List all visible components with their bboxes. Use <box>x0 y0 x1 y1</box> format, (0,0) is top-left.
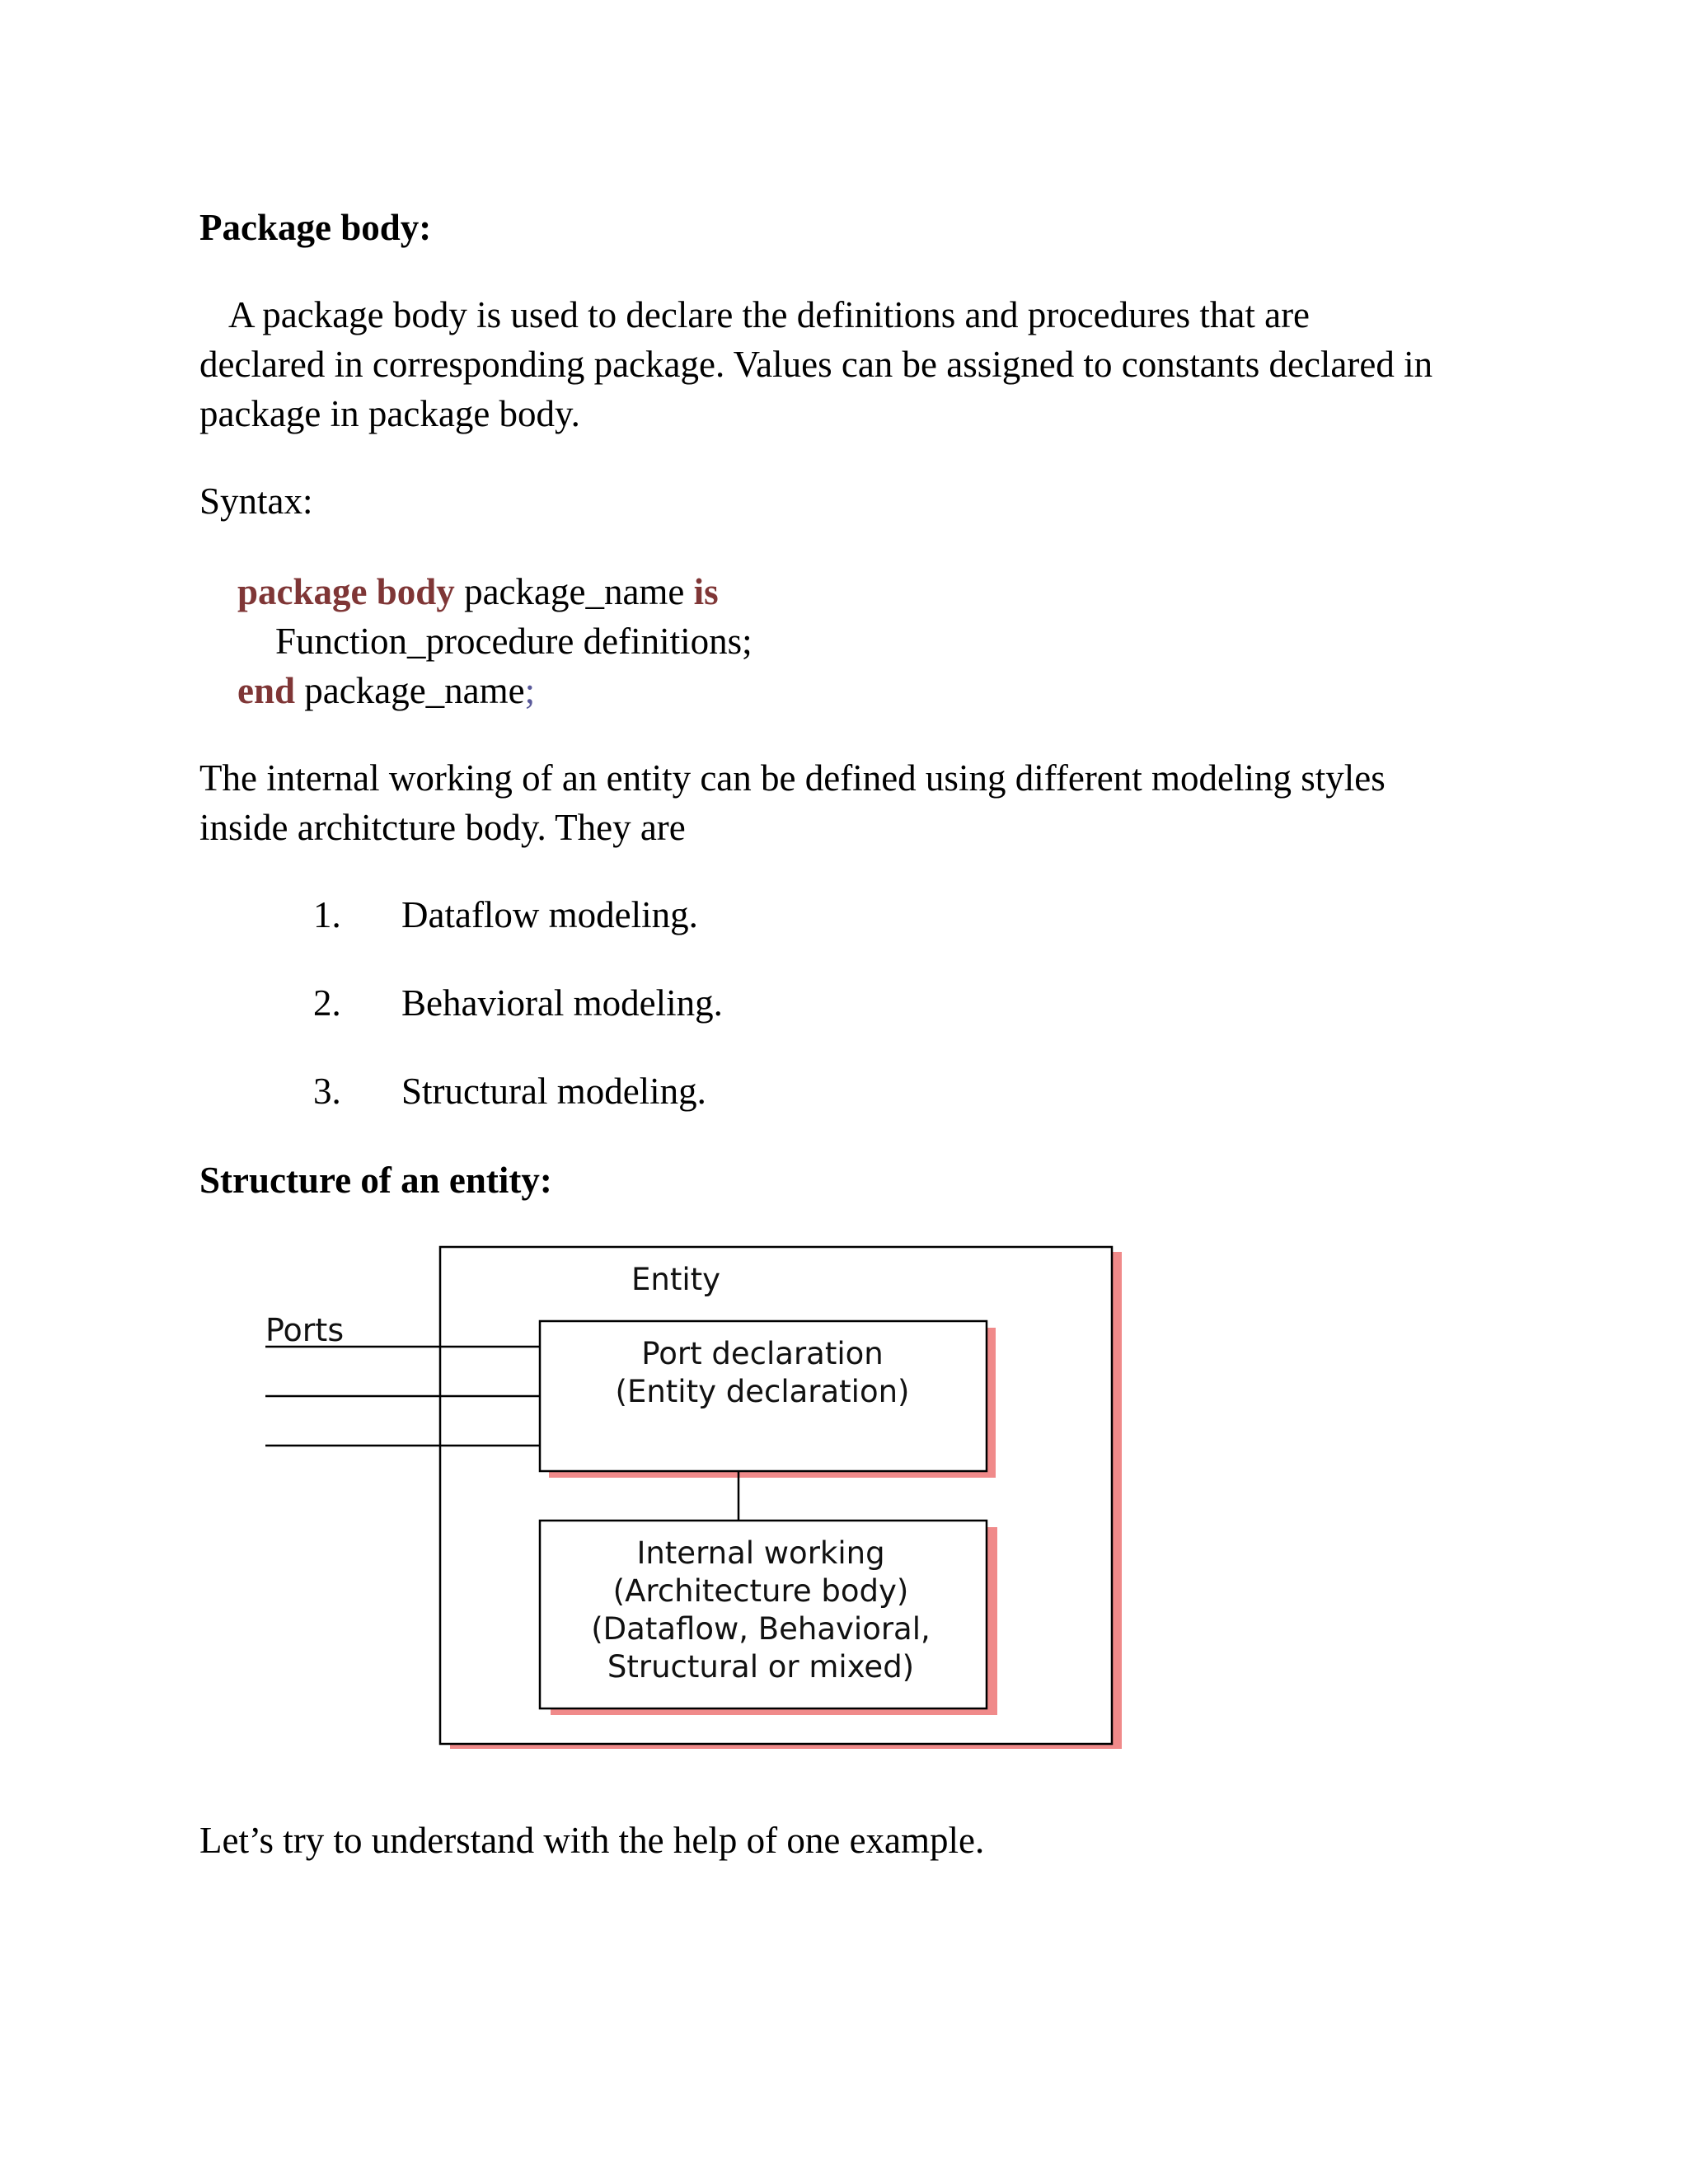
heading-structure-of-entity: Structure of an entity: <box>199 1160 552 1201</box>
keyword-is: is <box>693 571 719 612</box>
code-identifier: package_name <box>304 670 525 711</box>
code-line-3 <box>237 666 535 715</box>
internal-box-line: Structural or mixed) <box>607 1649 915 1685</box>
keyword-package-body: package body <box>237 571 455 612</box>
heading-package-body: Package body: <box>199 207 432 248</box>
closing-sentence: Let’s try to understand with the help of one example. <box>199 1820 985 1861</box>
list-text: Structural modeling. <box>401 1071 706 1112</box>
ports-label: Ports <box>265 1312 345 1348</box>
internal-box-line: (Dataflow, Behavioral, <box>591 1611 931 1647</box>
paragraph-line: package in package body. <box>199 393 580 434</box>
list-text: Behavioral modeling. <box>401 982 723 1024</box>
port-box-line: Port declaration <box>641 1336 884 1371</box>
paragraph-line: The internal working of an entity can be defined using different modeling styles <box>199 757 1386 799</box>
entity-structure-diagram <box>247 1232 1137 1768</box>
keyword-end: end <box>237 670 296 711</box>
list-number: 3. <box>313 1071 341 1112</box>
paragraph-line: A package body is used to declare the definitions and procedures that are <box>228 294 1311 335</box>
code-line-1 <box>237 567 719 616</box>
entity-label: Entity <box>631 1262 721 1297</box>
paragraph-line: declared in corresponding package. Values can be assigned to constants declared in <box>199 344 1433 385</box>
code-identifier: package_name <box>464 571 685 612</box>
port-box-line: (Entity declaration) <box>615 1374 910 1409</box>
list-number: 2. <box>313 982 341 1024</box>
list-text: Dataflow modeling. <box>401 894 698 935</box>
paragraph-line: inside architcture body. They are <box>199 807 686 848</box>
syntax-label: Syntax: <box>199 480 313 522</box>
code-semicolon: ; <box>524 670 536 711</box>
internal-box-line: (Architecture body) <box>612 1573 909 1609</box>
list-number: 1. <box>313 894 341 935</box>
code-line-2: Function_procedure definitions; <box>275 621 753 662</box>
internal-box-line: Internal working <box>636 1535 885 1571</box>
